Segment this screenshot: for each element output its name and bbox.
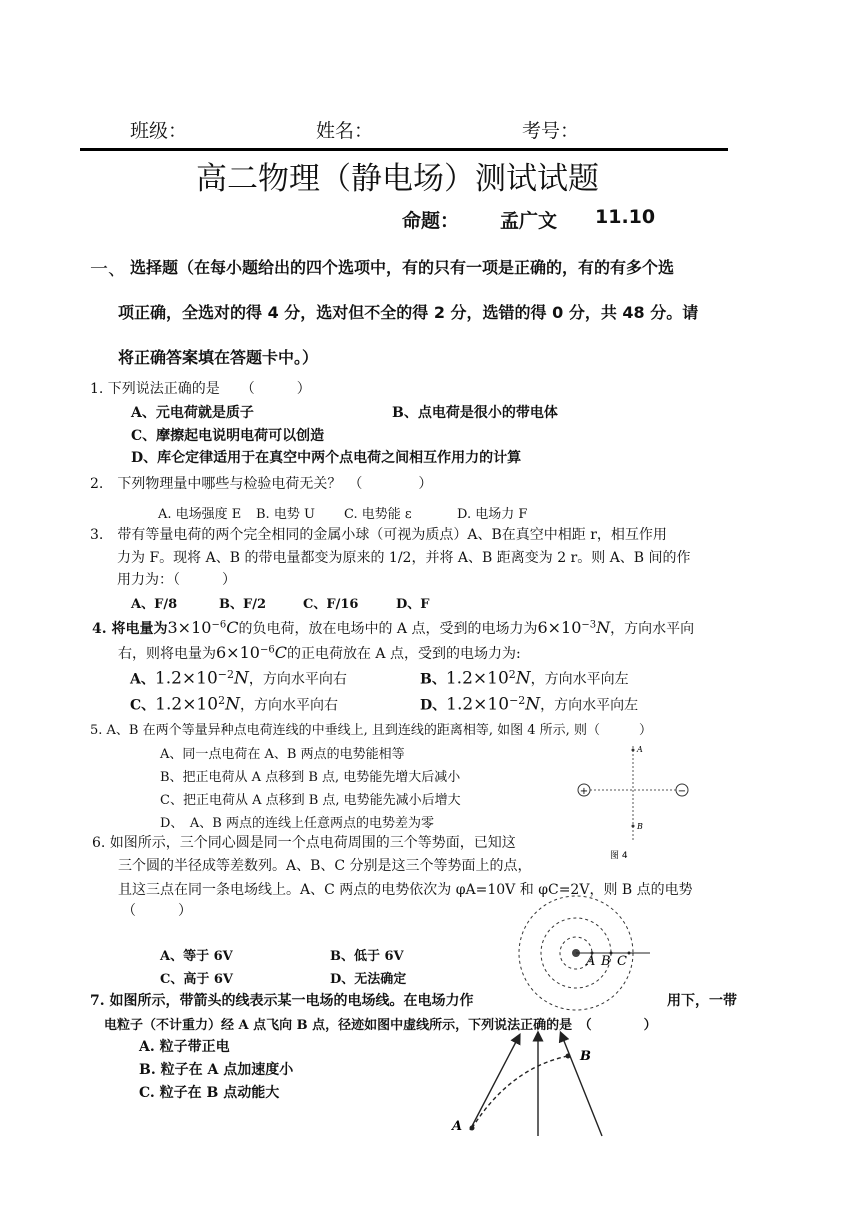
- q5-option-d: D、 A、B 两点的连线上任意两点的电势差为零: [160, 816, 434, 831]
- q4-unit-c1: C: [226, 618, 239, 637]
- q4-line1: [92, 618, 694, 638]
- q1-stem: 1. 下列说法正确的是 （ ）: [90, 381, 311, 397]
- class-label: 班级：: [130, 120, 188, 142]
- q6-option-b: B、低于 6V: [330, 949, 404, 964]
- q3-line2: 力为 F。现将 A、B 的带电量都变为原来的 1/2，并将 A、B 距离变为 2 r。则 A、B 间的作: [117, 550, 691, 566]
- exam-number-label: 考号：: [522, 120, 580, 142]
- section-heading-line2: 项正确，全选对的得 4 分，选对但不全的得 2 分，选错的得 0 分，共 48 分。请: [118, 303, 699, 322]
- q4-d-label: D、: [420, 697, 447, 714]
- q4-b-label: B、: [420, 671, 446, 688]
- point-a-dot: [470, 1126, 475, 1131]
- q5-stem: 5. A、B 在两个等量异种点电荷连线的中垂线上, 且到连线的距离相等, 如图 4 所示, 则（ ）: [90, 723, 652, 738]
- q4-c-value: 1.2×10: [155, 694, 219, 715]
- q2-option-a: A. 电场强度 E: [158, 507, 242, 522]
- q4-exp3: −6: [259, 644, 275, 656]
- q4-c-label: C、: [130, 697, 156, 714]
- q4-line1c: ，方向水平向: [610, 621, 695, 637]
- q4-option-c: [130, 694, 338, 715]
- section-heading-line1: 选择题（在每小题给出的四个选项中，有的只有一项是正确的，有的有多个选: [130, 258, 675, 277]
- q4-b-dir: ，方向水平向左: [530, 671, 629, 688]
- q4-option-b: [420, 668, 629, 689]
- q1-option-d: D、库仑定律适用于在真空中两个点电荷之间相互作用力的计算: [131, 450, 522, 466]
- point-a-label: A: [637, 745, 643, 754]
- q7-line1a: 7. 如图所示，带箭头的线表示某一电场的电场线。在电场力作: [90, 993, 474, 1009]
- q4-unit-n1: N: [596, 618, 611, 637]
- q6-option-c: C、高于 6V: [160, 972, 234, 987]
- q6-line1: 6. 如图所示，三个同心圆是同一个点电荷周围的三个等势面，已知这: [92, 835, 516, 851]
- point-b-dot: [566, 1054, 571, 1059]
- q4-a-exp: −2: [217, 668, 235, 681]
- header-rule: [80, 148, 728, 151]
- particle-trajectory: [472, 1056, 568, 1128]
- concentric-circles-diagram: [510, 888, 660, 1018]
- q2-option-d: D. 电场力 F: [457, 507, 528, 522]
- q3-option-a: A、F/8: [131, 597, 178, 612]
- figure-4-caption: 图 4: [610, 851, 628, 861]
- q4-option-a: [130, 668, 347, 689]
- point-a: [632, 749, 635, 752]
- page-title: 高二物理（静电场）测试试题: [196, 161, 599, 197]
- q6-line2: 三个圆的半径成等差数列。A、B、C 分别是这三个等势面上的点，: [118, 858, 532, 874]
- q4-b-value: 1.2×10: [445, 668, 509, 689]
- q4-exp1: −6: [211, 619, 227, 631]
- q5-option-c: C、把正电荷从 A 点移到 B 点, 电势能先减小后增大: [160, 793, 461, 808]
- q4-c-exp: 2: [218, 694, 226, 707]
- q7-line1b: 用下，一带: [667, 993, 737, 1009]
- q5-option-b: B、把正电荷从 A 点移到 B 点, 电势能先增大后减小: [160, 770, 461, 785]
- q4-b-unit: N: [515, 668, 531, 689]
- q4-d-exp: −2: [509, 694, 526, 707]
- q4-d-unit: N: [525, 694, 541, 715]
- q4-exp2: −3: [581, 619, 597, 631]
- point-b: [632, 825, 635, 828]
- positive-charge-sign: +: [579, 786, 589, 797]
- name-label: 姓名：: [316, 120, 374, 142]
- exam-date: 11.10: [595, 206, 656, 228]
- q2-option-b: B. 电势 U: [256, 507, 315, 522]
- point-c-dot: [628, 952, 631, 955]
- q4-line2a: 右，则将电量为: [118, 646, 216, 662]
- q3-option-c: C、F/16: [303, 597, 359, 612]
- point-b-label: B: [580, 1049, 591, 1064]
- q6-option-a: A、等于 6V: [160, 949, 233, 964]
- q6-option-d: D、无法确定: [330, 972, 407, 987]
- q7-option-c: C. 粒子在 B 点动能大: [139, 1085, 280, 1101]
- q4-c-dir: ，方向水平向右: [239, 697, 338, 714]
- author-name: 孟广文: [500, 210, 558, 232]
- negative-charge-sign: −: [677, 786, 687, 797]
- q4-line2b: 的正电荷放在 A 点，受到的电场力为:: [286, 646, 521, 662]
- q4-b-exp: 2: [508, 668, 516, 681]
- q3-line1: 3. 带有等量电荷的两个完全相同的金属小球（可视为质点）A、B在真空中相距 r，相互作用: [90, 527, 667, 543]
- q4-charge2: 6×10: [216, 643, 260, 662]
- q4-force1: 6×10: [537, 618, 582, 637]
- q5-option-a: A、同一点电荷在 A、B 两点的电势能相等: [160, 747, 405, 762]
- q4-line2: [118, 643, 521, 663]
- field-lines-diagram: [440, 1030, 620, 1140]
- q2-option-c: C. 电势能 ε: [344, 507, 412, 522]
- q3-option-b: B、F/2: [219, 597, 267, 612]
- point-b-label: B: [601, 954, 611, 969]
- q4-a-unit: N: [234, 668, 249, 689]
- q1-option-b: B、点电荷是很小的带电体: [392, 405, 558, 421]
- section-heading-line3: 将正确答案填在答题卡中。）: [118, 348, 319, 367]
- q7-option-a: A. 粒子带正电: [139, 1039, 230, 1055]
- q7-option-b: B. 粒子在 A 点加速度小: [139, 1062, 294, 1078]
- q4-d-value: 1.2×10: [446, 694, 510, 715]
- figure-4-diagram: [570, 740, 700, 870]
- q4-unit-c2: C: [274, 643, 287, 662]
- q4-charge1: 3×10: [167, 618, 212, 637]
- q4-a-value: 1.2×10: [154, 668, 218, 689]
- q1-option-c: C、摩擦起电说明电荷可以创造: [131, 428, 325, 444]
- q6-line4: （ ）: [122, 903, 192, 919]
- q4-option-d: [420, 694, 638, 715]
- q2-stem: 2. 下列物理量中哪些与检验电荷无关？ （ ）: [90, 476, 433, 492]
- point-a-label: A: [452, 1119, 463, 1134]
- q4-a-dir: ，方向水平向右: [248, 671, 347, 688]
- point-c-label: C: [617, 954, 627, 969]
- q1-option-a: A、元电荷就是质子: [131, 405, 254, 421]
- q7-line2: 电粒子（不计重力）经 A 点飞向 B 点，径迹如图中虚线所示，下列说法正确的是 （ ）: [104, 1018, 657, 1033]
- q4-d-dir: ，方向水平向左: [540, 697, 639, 714]
- q4-a-label: A、: [130, 671, 155, 688]
- author-label: 命题：: [402, 210, 460, 232]
- q4-c-unit: N: [225, 694, 240, 715]
- point-a-label: A: [586, 954, 596, 969]
- q6-line3: 且这三点在同一条电场线上。A、C 两点的电势依次为 φA=10V 和 φC=2V，则 B 点的电势: [118, 882, 693, 898]
- section-number: 一、: [90, 259, 126, 280]
- q3-option-d: D、F: [396, 597, 430, 612]
- point-b-label: B: [637, 822, 643, 831]
- q4-line1b: 的负电荷，放在电场中的 A 点，受到的电场力为: [238, 621, 538, 637]
- q4-line1a: 4. 将电量为: [92, 621, 168, 637]
- q3-line3: 用力为：（ ）: [117, 572, 236, 588]
